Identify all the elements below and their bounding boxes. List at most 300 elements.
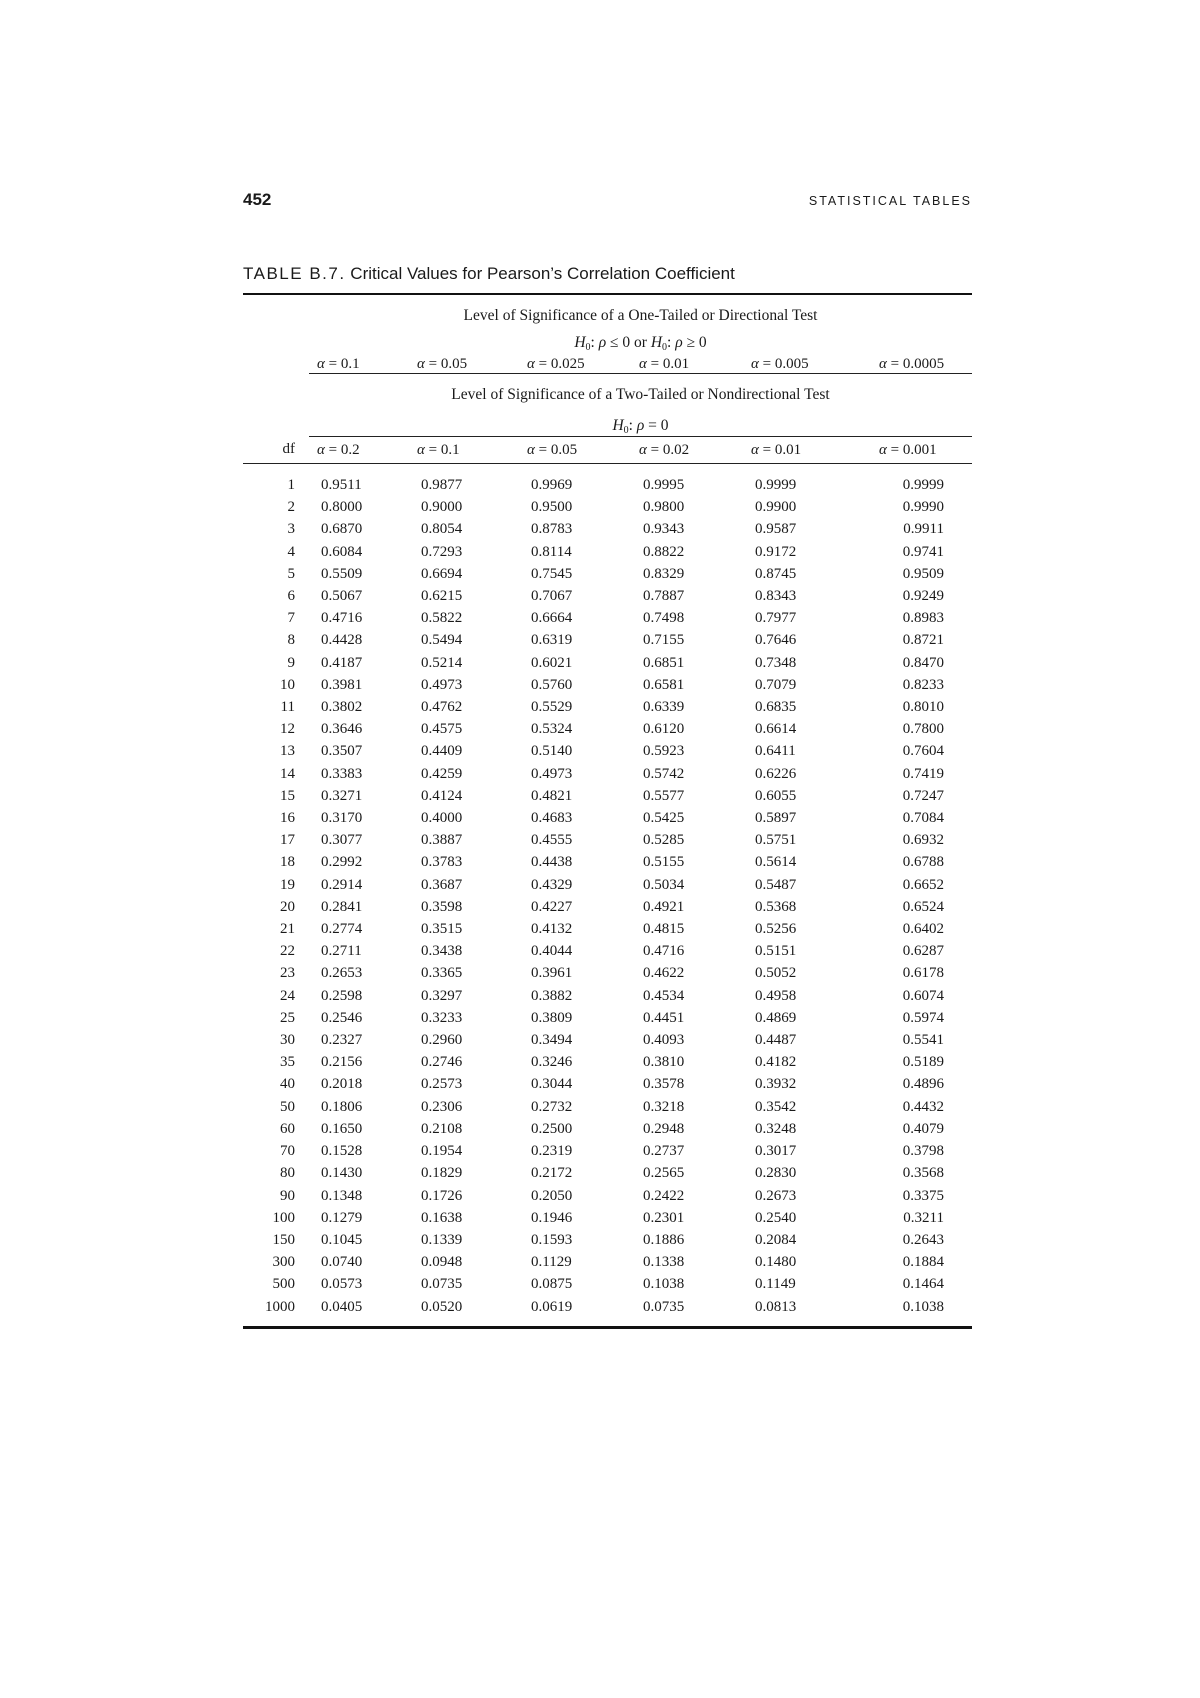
critical-value-cell: 0.4921 bbox=[643, 898, 685, 915]
table-row bbox=[243, 652, 972, 674]
df-cell: 1000 bbox=[265, 1298, 295, 1315]
one-tailed-alpha: α = 0.0005 bbox=[871, 353, 972, 374]
critical-value-cell: 0.5189 bbox=[902, 1054, 944, 1071]
critical-value-cell: 0.4534 bbox=[643, 987, 685, 1004]
critical-value-cell: 0.3981 bbox=[321, 676, 363, 693]
df-cell: 17 bbox=[280, 832, 295, 849]
critical-value-cell: 0.1726 bbox=[421, 1187, 463, 1204]
critical-value-cell: 0.3687 bbox=[421, 876, 463, 893]
table-row bbox=[243, 1207, 972, 1229]
critical-value-cell: 0.3568 bbox=[902, 1165, 944, 1182]
critical-value-cell: 0.9343 bbox=[643, 521, 685, 538]
critical-value-cell: 0.4093 bbox=[643, 1032, 685, 1049]
critical-value-cell: 0.2914 bbox=[321, 876, 363, 893]
critical-values-table bbox=[243, 293, 972, 1329]
critical-value-cell: 0.9999 bbox=[755, 477, 797, 493]
critical-value-cell: 0.7079 bbox=[755, 676, 797, 693]
critical-value-cell: 0.3383 bbox=[321, 765, 363, 782]
table-row bbox=[243, 563, 972, 585]
critical-value-cell: 0.1806 bbox=[321, 1098, 363, 1115]
df-cell: 90 bbox=[280, 1187, 295, 1204]
critical-value-cell: 0.0520 bbox=[421, 1298, 463, 1315]
critical-value-cell: 0.2711 bbox=[321, 943, 362, 960]
critical-value-cell: 0.1638 bbox=[421, 1209, 463, 1226]
critical-value-cell: 0.5151 bbox=[755, 943, 797, 960]
df-cell: 300 bbox=[272, 1254, 295, 1271]
critical-value-cell: 0.7646 bbox=[755, 632, 797, 649]
df-cell: 30 bbox=[280, 1032, 295, 1049]
critical-value-cell: 0.2737 bbox=[643, 1143, 685, 1160]
critical-value-cell: 0.6788 bbox=[902, 854, 944, 871]
critical-value-cell: 0.5140 bbox=[531, 743, 573, 760]
critical-value-cell: 0.1279 bbox=[321, 1209, 363, 1226]
critical-value-cell: 0.6932 bbox=[902, 832, 944, 849]
critical-value-cell: 0.6411 bbox=[755, 743, 796, 760]
critical-value-cell: 0.4227 bbox=[531, 898, 573, 915]
critical-value-cell: 0.6226 bbox=[755, 765, 797, 782]
table-caption bbox=[243, 264, 735, 284]
critical-value-cell: 0.7887 bbox=[643, 588, 685, 605]
one-tailed-alpha: α = 0.025 bbox=[519, 353, 631, 374]
critical-value-cell: 0.3375 bbox=[902, 1187, 944, 1204]
df-cell: 13 bbox=[280, 743, 295, 760]
critical-value-cell: 0.9000 bbox=[421, 499, 463, 516]
critical-value-cell: 0.6524 bbox=[902, 898, 944, 915]
critical-value-cell: 0.0573 bbox=[321, 1276, 363, 1293]
two-tailed-alpha-row bbox=[243, 437, 972, 464]
critical-value-cell: 0.4132 bbox=[531, 921, 573, 938]
df-cell: 9 bbox=[287, 654, 295, 671]
critical-value-cell: 0.9990 bbox=[902, 499, 944, 516]
critical-value-cell: 0.1430 bbox=[321, 1165, 363, 1182]
two-tailed-alpha: α = 0.05 bbox=[519, 437, 631, 464]
critical-value-cell: 0.5368 bbox=[755, 898, 797, 915]
df-cell: 10 bbox=[280, 676, 295, 693]
critical-value-cell: 0.8343 bbox=[755, 588, 797, 605]
critical-value-cell: 0.6074 bbox=[902, 987, 944, 1004]
critical-value-cell: 0.2319 bbox=[531, 1143, 573, 1160]
table-row bbox=[243, 1007, 972, 1029]
df-cell: 4 bbox=[287, 543, 295, 560]
df-cell: 35 bbox=[280, 1054, 295, 1071]
table-row bbox=[243, 1073, 972, 1095]
critical-value-cell: 0.2546 bbox=[321, 1009, 363, 1026]
critical-value-cell: 0.7977 bbox=[755, 610, 797, 627]
critical-value-cell: 0.7419 bbox=[902, 765, 944, 782]
critical-value-cell: 0.5577 bbox=[643, 787, 685, 804]
critical-value-cell: 0.5487 bbox=[755, 876, 797, 893]
critical-value-cell: 0.2732 bbox=[531, 1098, 573, 1115]
df-cell: 2 bbox=[287, 499, 295, 516]
critical-value-cell: 0.3211 bbox=[903, 1209, 944, 1226]
critical-value-cell: 0.3365 bbox=[421, 965, 463, 982]
critical-value-cell: 0.5541 bbox=[902, 1032, 944, 1049]
critical-value-cell: 0.2108 bbox=[421, 1120, 463, 1137]
df-cell: 150 bbox=[272, 1231, 295, 1248]
critical-value-cell: 0.6319 bbox=[531, 632, 573, 649]
table-header bbox=[243, 295, 972, 464]
critical-value-cell: 0.6851 bbox=[643, 654, 685, 671]
table-row bbox=[243, 918, 972, 940]
critical-value-cell: 0.9999 bbox=[902, 477, 944, 493]
critical-value-cell: 0.8745 bbox=[755, 565, 797, 582]
critical-value-cell: 0.4762 bbox=[421, 699, 463, 716]
critical-value-cell: 0.9509 bbox=[902, 565, 944, 582]
critical-value-cell: 0.5214 bbox=[421, 654, 463, 671]
critical-value-cell: 0.3017 bbox=[755, 1143, 797, 1160]
critical-value-cell: 0.7247 bbox=[902, 787, 944, 804]
critical-value-cell: 0.5614 bbox=[755, 854, 797, 871]
critical-value-cell: 0.3961 bbox=[531, 965, 573, 982]
critical-value-cell: 0.9741 bbox=[902, 543, 944, 560]
df-cell: 25 bbox=[280, 1009, 295, 1026]
critical-value-cell: 0.2306 bbox=[421, 1098, 463, 1115]
critical-value-cell: 0.6215 bbox=[421, 588, 463, 605]
critical-value-cell: 0.1650 bbox=[321, 1120, 363, 1137]
critical-value-cell: 0.4973 bbox=[421, 676, 463, 693]
critical-value-cell: 0.6402 bbox=[902, 921, 944, 938]
critical-value-cell: 0.1954 bbox=[421, 1143, 463, 1160]
critical-value-cell: 0.2598 bbox=[321, 987, 363, 1004]
critical-value-cell: 0.6287 bbox=[902, 943, 944, 960]
critical-value-cell: 0.2992 bbox=[321, 854, 363, 871]
critical-value-cell: 0.4329 bbox=[531, 876, 573, 893]
critical-value-cell: 0.2673 bbox=[755, 1187, 797, 1204]
df-cell: 16 bbox=[280, 810, 295, 827]
critical-value-cell: 0.4259 bbox=[421, 765, 463, 782]
critical-value-cell: 0.3233 bbox=[421, 1009, 463, 1026]
table-row bbox=[243, 1296, 972, 1318]
critical-value-cell: 0.4716 bbox=[643, 943, 685, 960]
critical-value-cell: 0.5494 bbox=[421, 632, 463, 649]
critical-value-cell: 0.4187 bbox=[321, 654, 363, 671]
critical-value-cell: 0.3077 bbox=[321, 832, 363, 849]
critical-value-cell: 0.0619 bbox=[531, 1298, 573, 1315]
table-row bbox=[243, 740, 972, 762]
critical-value-cell: 0.1946 bbox=[531, 1209, 573, 1226]
table-row bbox=[243, 1140, 972, 1162]
df-cell: 18 bbox=[280, 854, 295, 871]
critical-value-cell: 0.3218 bbox=[643, 1098, 685, 1115]
df-cell: 20 bbox=[280, 898, 295, 915]
critical-value-cell: 0.4044 bbox=[531, 943, 573, 960]
critical-value-cell: 0.3802 bbox=[321, 699, 363, 716]
critical-value-cell: 0.2643 bbox=[902, 1231, 944, 1248]
critical-value-cell: 0.1045 bbox=[321, 1231, 363, 1248]
critical-value-cell: 0.3438 bbox=[421, 943, 463, 960]
critical-value-cell: 0.3887 bbox=[421, 832, 463, 849]
critical-value-cell: 0.7545 bbox=[531, 565, 573, 582]
critical-value-cell: 0.6870 bbox=[321, 521, 363, 538]
critical-value-cell: 0.8983 bbox=[902, 610, 944, 627]
table-caption-label: TABLE B.7. bbox=[243, 264, 346, 283]
table-row bbox=[243, 674, 972, 696]
critical-value-cell: 0.5923 bbox=[643, 743, 685, 760]
df-cell: 19 bbox=[280, 876, 295, 893]
critical-value-cell: 0.3578 bbox=[643, 1076, 685, 1093]
one-tailed-alpha: α = 0.005 bbox=[743, 353, 871, 374]
critical-value-cell: 0.4000 bbox=[421, 810, 463, 827]
table-row bbox=[243, 851, 972, 873]
critical-value-cell: 0.6581 bbox=[643, 676, 685, 693]
critical-value-cell: 0.8783 bbox=[531, 521, 573, 538]
critical-value-cell: 0.5974 bbox=[902, 1009, 944, 1026]
critical-value-cell: 0.8000 bbox=[321, 499, 363, 516]
critical-value-cell: 0.4182 bbox=[755, 1054, 797, 1071]
critical-value-cell: 0.0948 bbox=[421, 1254, 463, 1271]
critical-value-cell: 0.4683 bbox=[531, 810, 573, 827]
one-tailed-alpha: α = 0.05 bbox=[409, 353, 519, 374]
page-number: 452 bbox=[243, 190, 272, 209]
critical-value-cell: 0.5509 bbox=[321, 565, 363, 582]
critical-value-cell: 0.1149 bbox=[755, 1276, 796, 1293]
table-row bbox=[243, 1118, 972, 1140]
critical-value-cell: 0.4821 bbox=[531, 787, 573, 804]
table-row bbox=[243, 1096, 972, 1118]
table-row bbox=[243, 763, 972, 785]
table-row bbox=[243, 474, 972, 496]
critical-value-cell: 0.4555 bbox=[531, 832, 573, 849]
critical-value-cell: 0.3515 bbox=[421, 921, 463, 938]
table-body bbox=[243, 464, 972, 1326]
critical-value-cell: 0.5529 bbox=[531, 699, 573, 716]
critical-value-cell: 0.1038 bbox=[902, 1298, 944, 1315]
critical-value-cell: 0.2018 bbox=[321, 1076, 363, 1093]
critical-value-cell: 0.5285 bbox=[643, 832, 685, 849]
critical-value-cell: 0.4409 bbox=[421, 743, 463, 760]
df-cell: 7 bbox=[287, 610, 295, 627]
critical-value-cell: 0.2960 bbox=[421, 1032, 463, 1049]
critical-value-cell: 0.4575 bbox=[421, 721, 463, 738]
critical-value-cell: 0.3248 bbox=[755, 1120, 797, 1137]
table-grid bbox=[243, 295, 972, 1326]
table-row bbox=[243, 874, 972, 896]
df-cell: 14 bbox=[280, 765, 295, 782]
one-tailed-alpha: α = 0.1 bbox=[309, 353, 409, 374]
table-row bbox=[243, 807, 972, 829]
table-row bbox=[243, 696, 972, 718]
critical-value-cell: 0.4896 bbox=[902, 1076, 944, 1093]
df-cell: 11 bbox=[280, 699, 295, 716]
critical-value-cell: 0.2422 bbox=[643, 1187, 685, 1204]
critical-value-cell: 0.3246 bbox=[531, 1054, 573, 1071]
critical-value-cell: 0.9969 bbox=[531, 477, 573, 493]
one-tailed-alpha-row bbox=[243, 353, 972, 374]
table-row bbox=[243, 1051, 972, 1073]
critical-value-cell: 0.1129 bbox=[531, 1254, 572, 1271]
critical-value-cell: 0.1884 bbox=[902, 1254, 944, 1271]
critical-value-cell: 0.1339 bbox=[421, 1231, 463, 1248]
critical-value-cell: 0.8233 bbox=[902, 676, 944, 693]
table-caption-title: Critical Values for Pearson’s Correlation Coefficient bbox=[350, 264, 735, 283]
df-cell: 80 bbox=[280, 1165, 295, 1182]
critical-value-cell: 0.9877 bbox=[421, 477, 463, 493]
critical-value-cell: 0.6835 bbox=[755, 699, 797, 716]
table-row bbox=[243, 1251, 972, 1273]
critical-value-cell: 0.1480 bbox=[755, 1254, 797, 1271]
critical-value-cell: 0.3882 bbox=[531, 987, 573, 1004]
table-row bbox=[243, 1029, 972, 1051]
critical-value-cell: 0.4079 bbox=[902, 1120, 944, 1137]
critical-value-cell: 0.4716 bbox=[321, 610, 363, 627]
critical-value-cell: 0.8470 bbox=[902, 654, 944, 671]
df-cell: 24 bbox=[280, 987, 295, 1004]
critical-value-cell: 0.6178 bbox=[902, 965, 944, 982]
critical-value-cell: 0.1338 bbox=[643, 1254, 685, 1271]
table-row bbox=[243, 1162, 972, 1184]
critical-value-cell: 0.4428 bbox=[321, 632, 363, 649]
table-row bbox=[243, 518, 972, 540]
table-row bbox=[243, 829, 972, 851]
critical-value-cell: 0.6664 bbox=[531, 610, 573, 627]
critical-value-cell: 0.3494 bbox=[531, 1032, 573, 1049]
critical-value-cell: 0.7293 bbox=[421, 543, 463, 560]
critical-value-cell: 0.9800 bbox=[643, 499, 685, 516]
critical-value-cell: 0.8114 bbox=[531, 543, 572, 560]
critical-value-cell: 0.2841 bbox=[321, 898, 363, 915]
critical-value-cell: 0.4973 bbox=[531, 765, 573, 782]
critical-value-cell: 0.2540 bbox=[755, 1209, 797, 1226]
df-cell: 50 bbox=[280, 1098, 295, 1115]
critical-value-cell: 0.6021 bbox=[531, 654, 573, 671]
one-tailed-alpha: α = 0.01 bbox=[631, 353, 743, 374]
critical-value-cell: 0.6652 bbox=[902, 876, 944, 893]
critical-value-cell: 0.8054 bbox=[421, 521, 463, 538]
critical-value-cell: 0.3297 bbox=[421, 987, 463, 1004]
critical-value-cell: 0.7084 bbox=[902, 810, 944, 827]
df-cell: 100 bbox=[272, 1209, 295, 1226]
critical-value-cell: 0.4432 bbox=[902, 1098, 944, 1115]
critical-value-cell: 0.0405 bbox=[321, 1298, 363, 1315]
table-row bbox=[243, 1185, 972, 1207]
critical-value-cell: 0.2172 bbox=[531, 1165, 573, 1182]
critical-value-cell: 0.3542 bbox=[755, 1098, 797, 1115]
critical-value-cell: 0.4487 bbox=[755, 1032, 797, 1049]
critical-value-cell: 0.9900 bbox=[755, 499, 797, 516]
critical-value-cell: 0.2156 bbox=[321, 1054, 363, 1071]
critical-value-cell: 0.3044 bbox=[531, 1076, 573, 1093]
table-row bbox=[243, 1229, 972, 1251]
critical-value-cell: 0.2774 bbox=[321, 921, 363, 938]
critical-value-cell: 0.2830 bbox=[755, 1165, 797, 1182]
df-cell: 500 bbox=[272, 1276, 295, 1293]
critical-value-cell: 0.8010 bbox=[902, 699, 944, 716]
critical-value-cell: 0.2084 bbox=[755, 1231, 797, 1248]
two-tailed-alpha: α = 0.02 bbox=[631, 437, 743, 464]
critical-value-cell: 0.4958 bbox=[755, 987, 797, 1004]
critical-value-cell: 0.3810 bbox=[643, 1054, 685, 1071]
two-tailed-hypothesis-text: $H_0$: ρ = 0 bbox=[612, 417, 669, 436]
critical-value-cell: 0.7348 bbox=[755, 654, 797, 671]
df-cell: 3 bbox=[287, 521, 295, 538]
critical-value-cell: 0.5760 bbox=[531, 676, 573, 693]
critical-value-cell: 0.5822 bbox=[421, 610, 463, 627]
critical-value-cell: 0.5425 bbox=[643, 810, 685, 827]
df-cell: 22 bbox=[280, 943, 295, 960]
critical-value-cell: 0.0875 bbox=[531, 1276, 573, 1293]
df-cell: 8 bbox=[287, 632, 295, 649]
critical-value-cell: 0.7155 bbox=[643, 632, 685, 649]
critical-value-cell: 0.1886 bbox=[643, 1231, 685, 1248]
table-row bbox=[243, 785, 972, 807]
critical-value-cell: 0.7604 bbox=[902, 743, 944, 760]
critical-value-cell: 0.5256 bbox=[755, 921, 797, 938]
one-tailed-title: Level of Significance of a One-Tailed or Directional Test bbox=[463, 307, 818, 324]
critical-value-cell: 0.6694 bbox=[421, 565, 463, 582]
critical-value-cell: 0.5034 bbox=[643, 876, 685, 893]
critical-value-cell: 0.9172 bbox=[755, 543, 797, 560]
critical-value-cell: 0.6614 bbox=[755, 721, 797, 738]
critical-value-cell: 0.6055 bbox=[755, 787, 797, 804]
two-tailed-alpha: α = 0.2 bbox=[309, 437, 409, 464]
table-row bbox=[243, 607, 972, 629]
critical-value-cell: 0.5052 bbox=[755, 965, 797, 982]
critical-value-cell: 0.1348 bbox=[321, 1187, 363, 1204]
critical-value-cell: 0.9249 bbox=[902, 588, 944, 605]
critical-value-cell: 0.6339 bbox=[643, 699, 685, 716]
table-row bbox=[243, 985, 972, 1007]
critical-value-cell: 0.6120 bbox=[643, 721, 685, 738]
critical-value-cell: 0.8721 bbox=[902, 632, 944, 649]
critical-value-cell: 0.1038 bbox=[643, 1276, 685, 1293]
critical-value-cell: 0.6084 bbox=[321, 543, 363, 560]
df-cell: 60 bbox=[280, 1120, 295, 1137]
critical-value-cell: 0.5897 bbox=[755, 810, 797, 827]
critical-value-cell: 0.2948 bbox=[643, 1120, 685, 1137]
df-cell: 12 bbox=[280, 721, 295, 738]
critical-value-cell: 0.5324 bbox=[531, 721, 573, 738]
critical-value-cell: 0.9511 bbox=[321, 477, 362, 493]
two-tailed-title: Level of Significance of a Two-Tailed or Nondirectional Test bbox=[451, 386, 830, 403]
critical-value-cell: 0.3783 bbox=[421, 854, 463, 871]
critical-value-cell: 0.0813 bbox=[755, 1298, 797, 1315]
critical-value-cell: 0.3271 bbox=[321, 787, 363, 804]
critical-value-cell: 0.2573 bbox=[421, 1076, 463, 1093]
df-cell: 21 bbox=[280, 921, 295, 938]
df-cell: 15 bbox=[280, 787, 295, 804]
table-row bbox=[243, 496, 972, 518]
critical-value-cell: 0.0735 bbox=[643, 1298, 685, 1315]
critical-value-cell: 0.4451 bbox=[643, 1009, 685, 1026]
df-cell: 40 bbox=[280, 1076, 295, 1093]
critical-value-cell: 0.3646 bbox=[321, 721, 363, 738]
df-cell: 1 bbox=[287, 477, 295, 493]
critical-value-cell: 0.3507 bbox=[321, 743, 363, 760]
critical-value-cell: 0.4869 bbox=[755, 1009, 797, 1026]
critical-value-cell: 0.5155 bbox=[643, 854, 685, 871]
table-row bbox=[243, 962, 972, 984]
critical-value-cell: 0.8822 bbox=[643, 543, 685, 560]
critical-value-cell: 0.0740 bbox=[321, 1254, 363, 1271]
two-tailed-alpha: α = 0.001 bbox=[871, 437, 972, 464]
table-row bbox=[243, 896, 972, 918]
critical-value-cell: 0.2565 bbox=[643, 1165, 685, 1182]
critical-value-cell: 0.2301 bbox=[643, 1209, 685, 1226]
critical-value-cell: 0.8329 bbox=[643, 565, 685, 582]
df-cell: 6 bbox=[287, 588, 295, 605]
critical-value-cell: 0.1464 bbox=[902, 1276, 944, 1293]
critical-value-cell: 0.2327 bbox=[321, 1032, 363, 1049]
critical-value-cell: 0.5742 bbox=[643, 765, 685, 782]
critical-value-cell: 0.3798 bbox=[902, 1143, 944, 1160]
one-tailed-hypothesis-text: $H_0$: ρ ≤ 0 or $H_0$: ρ ≥ 0 bbox=[574, 334, 707, 353]
critical-value-cell: 0.1593 bbox=[531, 1231, 573, 1248]
df-cell: 70 bbox=[280, 1143, 295, 1160]
critical-value-cell: 0.0735 bbox=[421, 1276, 463, 1293]
critical-value-cell: 0.4438 bbox=[531, 854, 573, 871]
table-row bbox=[243, 541, 972, 563]
critical-value-cell: 0.7498 bbox=[643, 610, 685, 627]
